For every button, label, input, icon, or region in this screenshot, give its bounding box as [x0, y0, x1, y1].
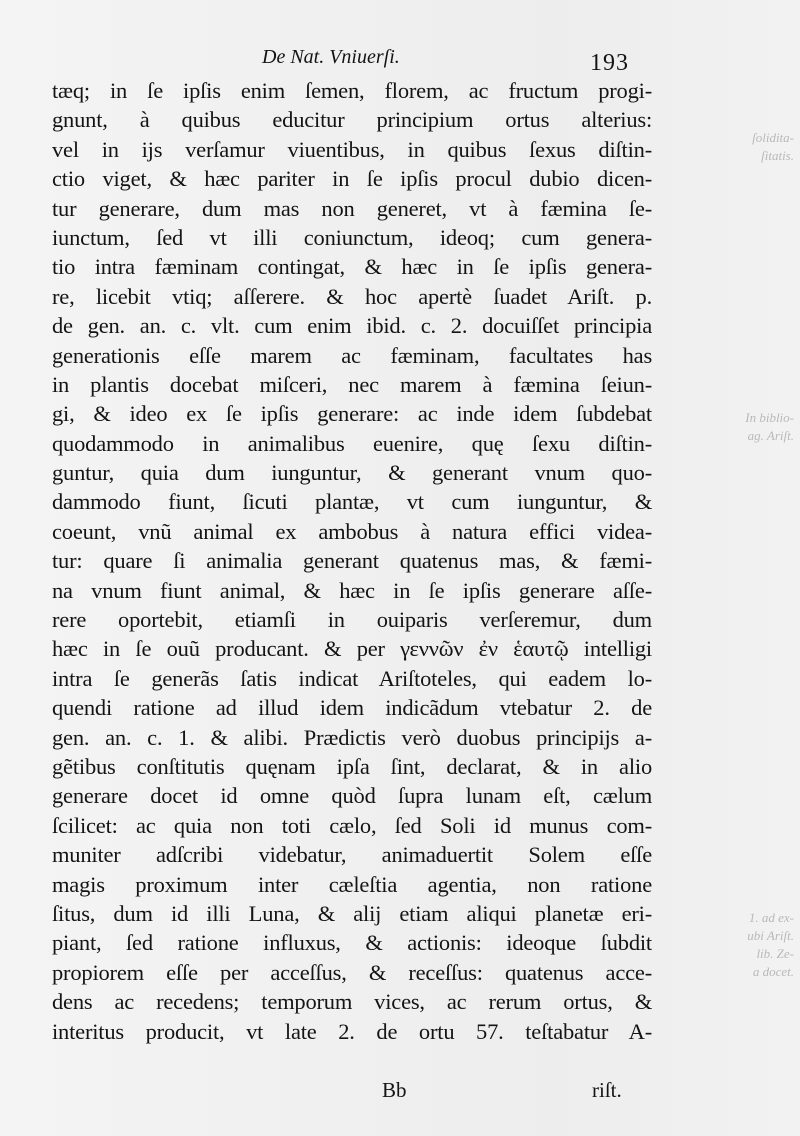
text-line: generare docet id omne quòd ſupra lunam eſt, cælum [52, 783, 652, 809]
text-line: tio intra fæminam contingat, & hæc in ſe ipſis genera- [52, 254, 652, 280]
text-line: ſitus, dum id illi Luna, & alij etiam aliqui planetæ eri- [52, 900, 652, 926]
text-line: propiorem eſſe per acceſſus, & receſſus: quatenus acce- [52, 959, 652, 985]
text-line: coeunt, vnũ animal ex ambobus à natura effici videa- [52, 518, 652, 544]
text-line: dens ac recedens; temporum vices, ac rerum ortus, & [52, 989, 652, 1015]
text-line: gen. an. c. 1. & alibi. Prædictis verò duobus principijs a- [52, 724, 652, 750]
text-line: generationis eſſe marem ac fæminam, facultates has [52, 342, 652, 368]
text-line: tur generare, dum mas non generet, vt à fæmina ſe- [52, 195, 652, 221]
text-line: dammodo fiunt, ſicuti plantæ, vt cum iunguntur, & [52, 489, 652, 515]
text-line: gi, & ideo ex ſe ipſis generare: ac inde idem ſubdebat [52, 401, 652, 427]
text-line: tur: quare ſi animalia generant quatenus mas, & fæmi- [52, 548, 652, 574]
text-line: guntur, quia dum iunguntur, & generant vnum quo- [52, 460, 652, 486]
text-line: ctio viget, & hæc pariter in ſe ipſis procul dubio dicen- [52, 166, 652, 192]
show-through-bleed: ſolidita- ſitatis. In biblio- ag. Ariſt. 1. ad ex- ubi Ariſt. lib. Ze- a docet. [745, 130, 794, 979]
page-number: 193 [590, 50, 629, 76]
text-line: iunctum, ſed vt illi coniunctum, ideoq; cum genera- [52, 224, 652, 250]
text-line: interitus producit, vt late 2. de ortu 57. teſtabatur A- [52, 1018, 652, 1044]
catchword: riſt. [592, 1078, 622, 1102]
body-text [52, 76, 652, 1046]
text-line: hæc in ſe ouũ producant. & per γεννῶν ἐν ἑαυτῷ intelligi [52, 636, 652, 662]
text-line: quodammodo in animalibus euenire, quę ſexu diſtin- [52, 430, 652, 456]
text-line: quendi ratione ad illud idem indicãdum vtebatur 2. de [52, 695, 652, 721]
text-line: magis proximum inter cæleſtia agentia, non ratione [52, 871, 652, 897]
text-line: gẽtibus conſtitutis quęnam ipſa ſint, declarat, & in alio [52, 753, 652, 779]
text-line: in plantis docebat miſceri, nec marem à fæmina ſeiun- [52, 371, 652, 397]
signature-mark: Bb [382, 1078, 407, 1102]
text-line: piant, ſed ratione influxus, & actionis: ideoque ſubdit [52, 930, 652, 956]
text-line: muniter adſcribi videbatur, animaduertit Solem eſſe [52, 842, 652, 868]
text-line: ſcilicet: ac quia non toti cælo, ſed Soli id munus com- [52, 812, 652, 838]
text-line: gnunt, à quibus educitur principium ortus alterius: [52, 107, 652, 133]
text-line: re, licebit vtiq; aſſerere. & hoc apertè ſuadet Ariſt. p. [52, 283, 652, 309]
text-line: na vnum fiunt animal, & hæc in ſe ipſis generare aſſe- [52, 577, 652, 603]
running-title: De Nat. Vniuerſi. [262, 46, 400, 68]
text-line: vel in ijs verſamur viuentibus, in quibus ſexus diſtin- [52, 136, 652, 162]
text-line: tæq; in ſe ipſis enim ſemen, florem, ac fructum progi- [52, 78, 652, 103]
text-line: de gen. an. c. vlt. cum enim ibid. c. 2. docuiſſet principia [52, 313, 652, 339]
text-line: intra ſe generãs ſatis indicat Ariſtoteles, qui eadem lo- [52, 665, 652, 691]
text-line: rere oportebit, etiamſi in ouiparis verſeremur, dum [52, 607, 652, 633]
